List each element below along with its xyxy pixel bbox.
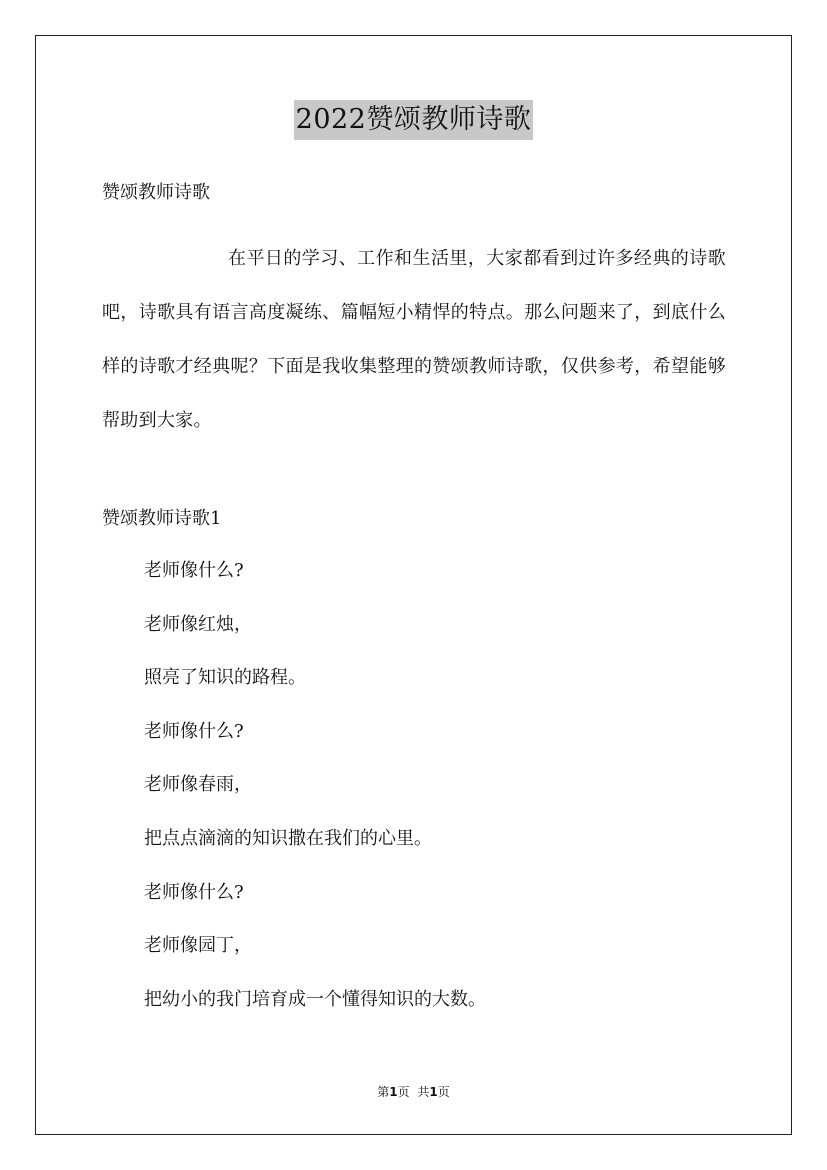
- page-suffix: 页: [397, 1085, 410, 1099]
- poem-line: 老师像什么?: [144, 881, 244, 903]
- poem-line: 照亮了知识的路程。: [144, 667, 306, 689]
- poem-line: 老师像春雨，: [144, 774, 252, 796]
- document-title: 2022赞颂教师诗歌: [294, 100, 534, 140]
- total-prefix: 共: [417, 1085, 430, 1099]
- section-heading: 赞颂教师诗歌: [102, 182, 210, 203]
- poem-heading: 赞颂教师诗歌1: [102, 508, 222, 529]
- poem-line: 老师像什么?: [144, 560, 244, 581]
- page-footer: [0, 1084, 827, 1100]
- page-prefix: 第: [377, 1085, 390, 1099]
- page-number: 1: [389, 1085, 398, 1099]
- poem-line: 老师像红烛，: [144, 613, 252, 635]
- total-suffix: 页: [437, 1085, 450, 1099]
- poem-lines: [144, 558, 486, 1040]
- intro-paragraph: 在平日的学习、工作和生活里，大家都看到过许多经典的诗歌吧，诗歌具有语言高度凝练、篇幅短小精悍的特点。那么问题来了，到底什么样的诗歌才经典呢？下面是我收集整理的赞颂教师诗歌，仅供参考，希望能够帮助到大家。: [102, 248, 726, 431]
- total-pages: 1: [429, 1085, 438, 1099]
- poem-line: 老师像园丁，: [144, 935, 252, 957]
- poem-line: 把幼小的我门培育成一个懂得知识的大数。: [144, 988, 486, 1010]
- poem-line: 把点点滴滴的知识撒在我们的心里。: [144, 827, 432, 849]
- title-container: [0, 100, 827, 140]
- poem-line: 老师像什么?: [144, 720, 244, 742]
